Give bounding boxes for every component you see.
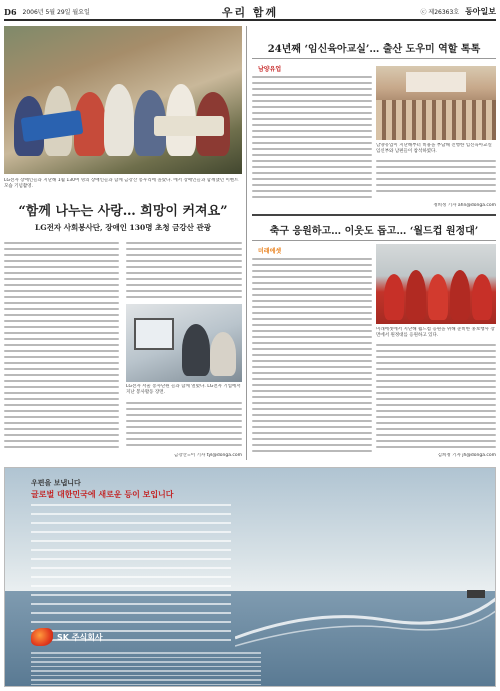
- section-title: 우리 함께: [221, 5, 279, 19]
- story3-rule: [252, 240, 496, 241]
- column-divider: [246, 26, 247, 460]
- lg-story-body-col2b: [126, 402, 242, 452]
- page-number: D6: [4, 6, 17, 17]
- worldcup-story-title: 축구 응원하고… 이웃도 돕고… ‘월드컵 원정대’: [269, 226, 479, 237]
- namyang-class-photo: [376, 66, 496, 140]
- worldcup-photo-caption: 미래에셋에서 지난해 월드컵 응원을 위해 준비한 홍보행사 장면에서 원정대를 응원하고 있다.: [376, 327, 495, 338]
- lg-photo-caption: LG전자 장애인들과 지난해 1월 130여 명의 장애인들과 함께 금강산 봉우리에 올랐다. 에서 장애인들과 함께했던 이벤트 모습 기념촬영.: [4, 178, 239, 189]
- namyang-story-title: 24년째 ‘임신육아교실’… 출산 도우미 역할 톡톡: [267, 44, 481, 55]
- sk-logo: [31, 628, 103, 646]
- sk-brand-name: SK 주식회사: [57, 632, 103, 642]
- story2-rule: [252, 58, 496, 59]
- namyang-photo-caption: 남양유업이 지난해부터 비용을 부담해 진행한 임신육아교실 임신부와 남편들이 참석하였다.: [376, 143, 492, 154]
- publish-date: 2006년 5월 29일 월요일: [22, 9, 90, 16]
- lg-mountain-group-photo: [4, 26, 242, 174]
- ad-headline-line1: 우편을 보냅니다: [31, 479, 81, 487]
- namyang-story-body: [252, 76, 372, 206]
- namyang-story-byline: 정희정 기자 ahn@donga.com: [433, 203, 496, 208]
- ad-fine-print: [31, 652, 261, 687]
- ad-headline-line2: 글로벌 대한민국에 새로운 등이 보입니다: [31, 490, 174, 499]
- computer-photo-caption: LG전자 서울 봉사단원 들과 함께 열렸다. LG전자 기업에서 지난 봉사활동 장면.: [126, 384, 241, 395]
- lg-story-quote: “함께 나누는 사랑… 희망이 커져요”: [18, 204, 228, 219]
- header-left: [4, 7, 174, 17]
- ad-wake-graphic: [235, 568, 496, 668]
- computer-class-photo: [126, 304, 242, 382]
- issue-number: ⓒ 제26363호: [420, 9, 460, 16]
- miraeasset-logo: 미래에셋: [258, 248, 282, 255]
- lg-story-body-col1: [4, 242, 119, 457]
- sk-advertisement: [4, 467, 496, 687]
- sk-butterfly-icon: [31, 628, 53, 646]
- lg-story-byline: 금강산=이 기자 tyl@donga.com: [173, 453, 242, 458]
- namyang-story-body-col2: [376, 160, 496, 202]
- worldcup-cheer-photo: [376, 244, 496, 324]
- newspaper-name: 동아일보: [465, 6, 496, 16]
- worldcup-story-byline: 김희정 기자 jh@donga.com: [437, 453, 496, 458]
- worldcup-story-body-col2: [376, 344, 496, 452]
- lg-story-subhead: LG전자 사회봉사단, 장애인 130명 초청 금강산 관광: [34, 223, 212, 232]
- ad-body-text: [31, 504, 231, 648]
- worldcup-story-body: [252, 258, 372, 458]
- section-separator: [252, 214, 496, 216]
- lg-story-body-col2: [126, 242, 242, 302]
- namyang-logo: 남양유업: [258, 66, 282, 73]
- page-header: [4, 4, 496, 21]
- header-right: [326, 6, 496, 17]
